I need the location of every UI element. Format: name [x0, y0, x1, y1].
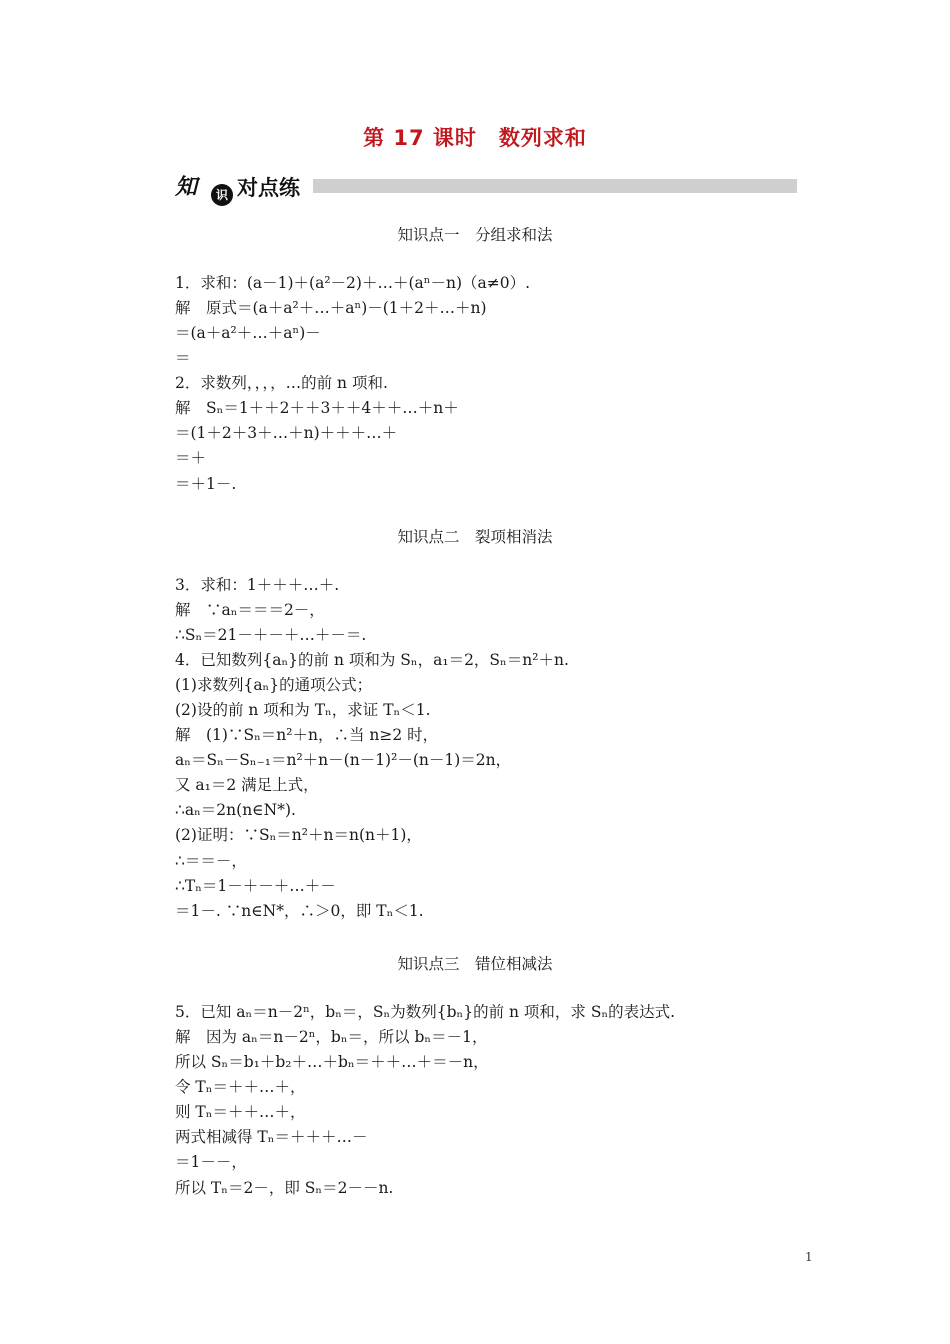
text-line: 3．求和：1＋＋＋…＋.: [175, 576, 340, 594]
text-line: ＝＋1－.: [175, 475, 237, 493]
section-heading: 知识点三 错位相减法: [397, 955, 553, 973]
banner-logo: 知: [175, 175, 198, 200]
text-line: 所以 Tₙ＝2－，即 Sₙ＝2－－n.: [175, 1179, 394, 1197]
text-line: ＝＋: [175, 449, 207, 467]
banner-label: 对点练: [237, 176, 300, 200]
text-line: ∴aₙ＝2n(n∈N*).: [175, 801, 296, 819]
text-line: ＝: [175, 349, 191, 367]
text-line: 令 Tₙ＝＋＋…＋，: [175, 1078, 306, 1096]
text-line: 又 a₁＝2 满足上式，: [175, 776, 319, 794]
banner-bar: [313, 179, 797, 193]
text-line: ＝1－－，: [175, 1153, 247, 1171]
page-title: 第 17 课时 数列求和: [363, 126, 587, 150]
text-line: ＝1－. ∵n∈N*，∴＞0，即 Tₙ＜1.: [175, 902, 424, 920]
text-line: 解 Sₙ＝1＋＋2＋＋3＋＋4＋＋…＋n＋: [175, 399, 459, 417]
text-line: 所以 Sₙ＝b₁＋b₂＋…＋bₙ＝＋＋…＋＝－n，: [175, 1053, 489, 1071]
text-line: 则 Tₙ＝＋＋…＋，: [175, 1103, 306, 1121]
text-line: 解 (1)∵Sₙ＝n²＋n，∴当 n≥2 时，: [175, 726, 439, 744]
section-heading: 知识点一 分组求和法: [397, 226, 553, 244]
text-line: 解 因为 aₙ＝n－2ⁿ，bₙ＝，所以 bₙ＝－1，: [175, 1028, 488, 1046]
text-line: 两式相减得 Tₙ＝＋＋＋…－: [175, 1128, 368, 1146]
text-line: 解 原式＝(a＋a²＋…＋aⁿ)－(1＋2＋…＋n): [175, 299, 487, 317]
text-line: 1．求和：(a－1)＋(a²－2)＋…＋(aⁿ－n)（a≠0）.: [175, 274, 531, 292]
text-line: ∴＝＝－，: [175, 852, 247, 870]
text-line: ∴Sₙ＝21－＋－＋…＋－＝.: [175, 626, 367, 644]
text-line: 解 ∵aₙ＝＝＝2－，: [175, 601, 325, 619]
text-line: 4．已知数列{aₙ}的前 n 项和为 Sₙ，a₁＝2，Sₙ＝n²＋n.: [175, 651, 569, 669]
text-line: (2)证明：∵Sₙ＝n²＋n＝n(n＋1)，: [175, 826, 422, 844]
text-line: (1)求数列{aₙ}的通项公式；: [175, 676, 373, 694]
text-line: 5．已知 aₙ＝n－2ⁿ，bₙ＝，Sₙ为数列{bₙ}的前 n 项和，求 Sₙ的表达式.: [175, 1003, 676, 1021]
section-heading: 知识点二 裂项相消法: [397, 528, 553, 546]
text-line: ＝(1＋2＋3＋…＋n)＋＋＋…＋: [175, 424, 398, 442]
text-line: ＝(a＋a²＋…＋aⁿ)－: [175, 324, 321, 342]
text-line: (2)设的前 n 项和为 Tₙ，求证 Tₙ＜1.: [175, 701, 431, 719]
page-number: 1: [805, 1250, 813, 1264]
text-line: ∴Tₙ＝1－＋－＋…＋－: [175, 877, 336, 895]
text-line: aₙ＝Sₙ－Sₙ₋₁＝n²＋n－(n－1)²－(n－1)＝2n，: [175, 751, 512, 769]
banner-badge: 识: [211, 184, 233, 206]
practice-banner: [175, 170, 797, 206]
text-line: 2．求数列，，，，…的前 n 项和.: [175, 374, 388, 392]
